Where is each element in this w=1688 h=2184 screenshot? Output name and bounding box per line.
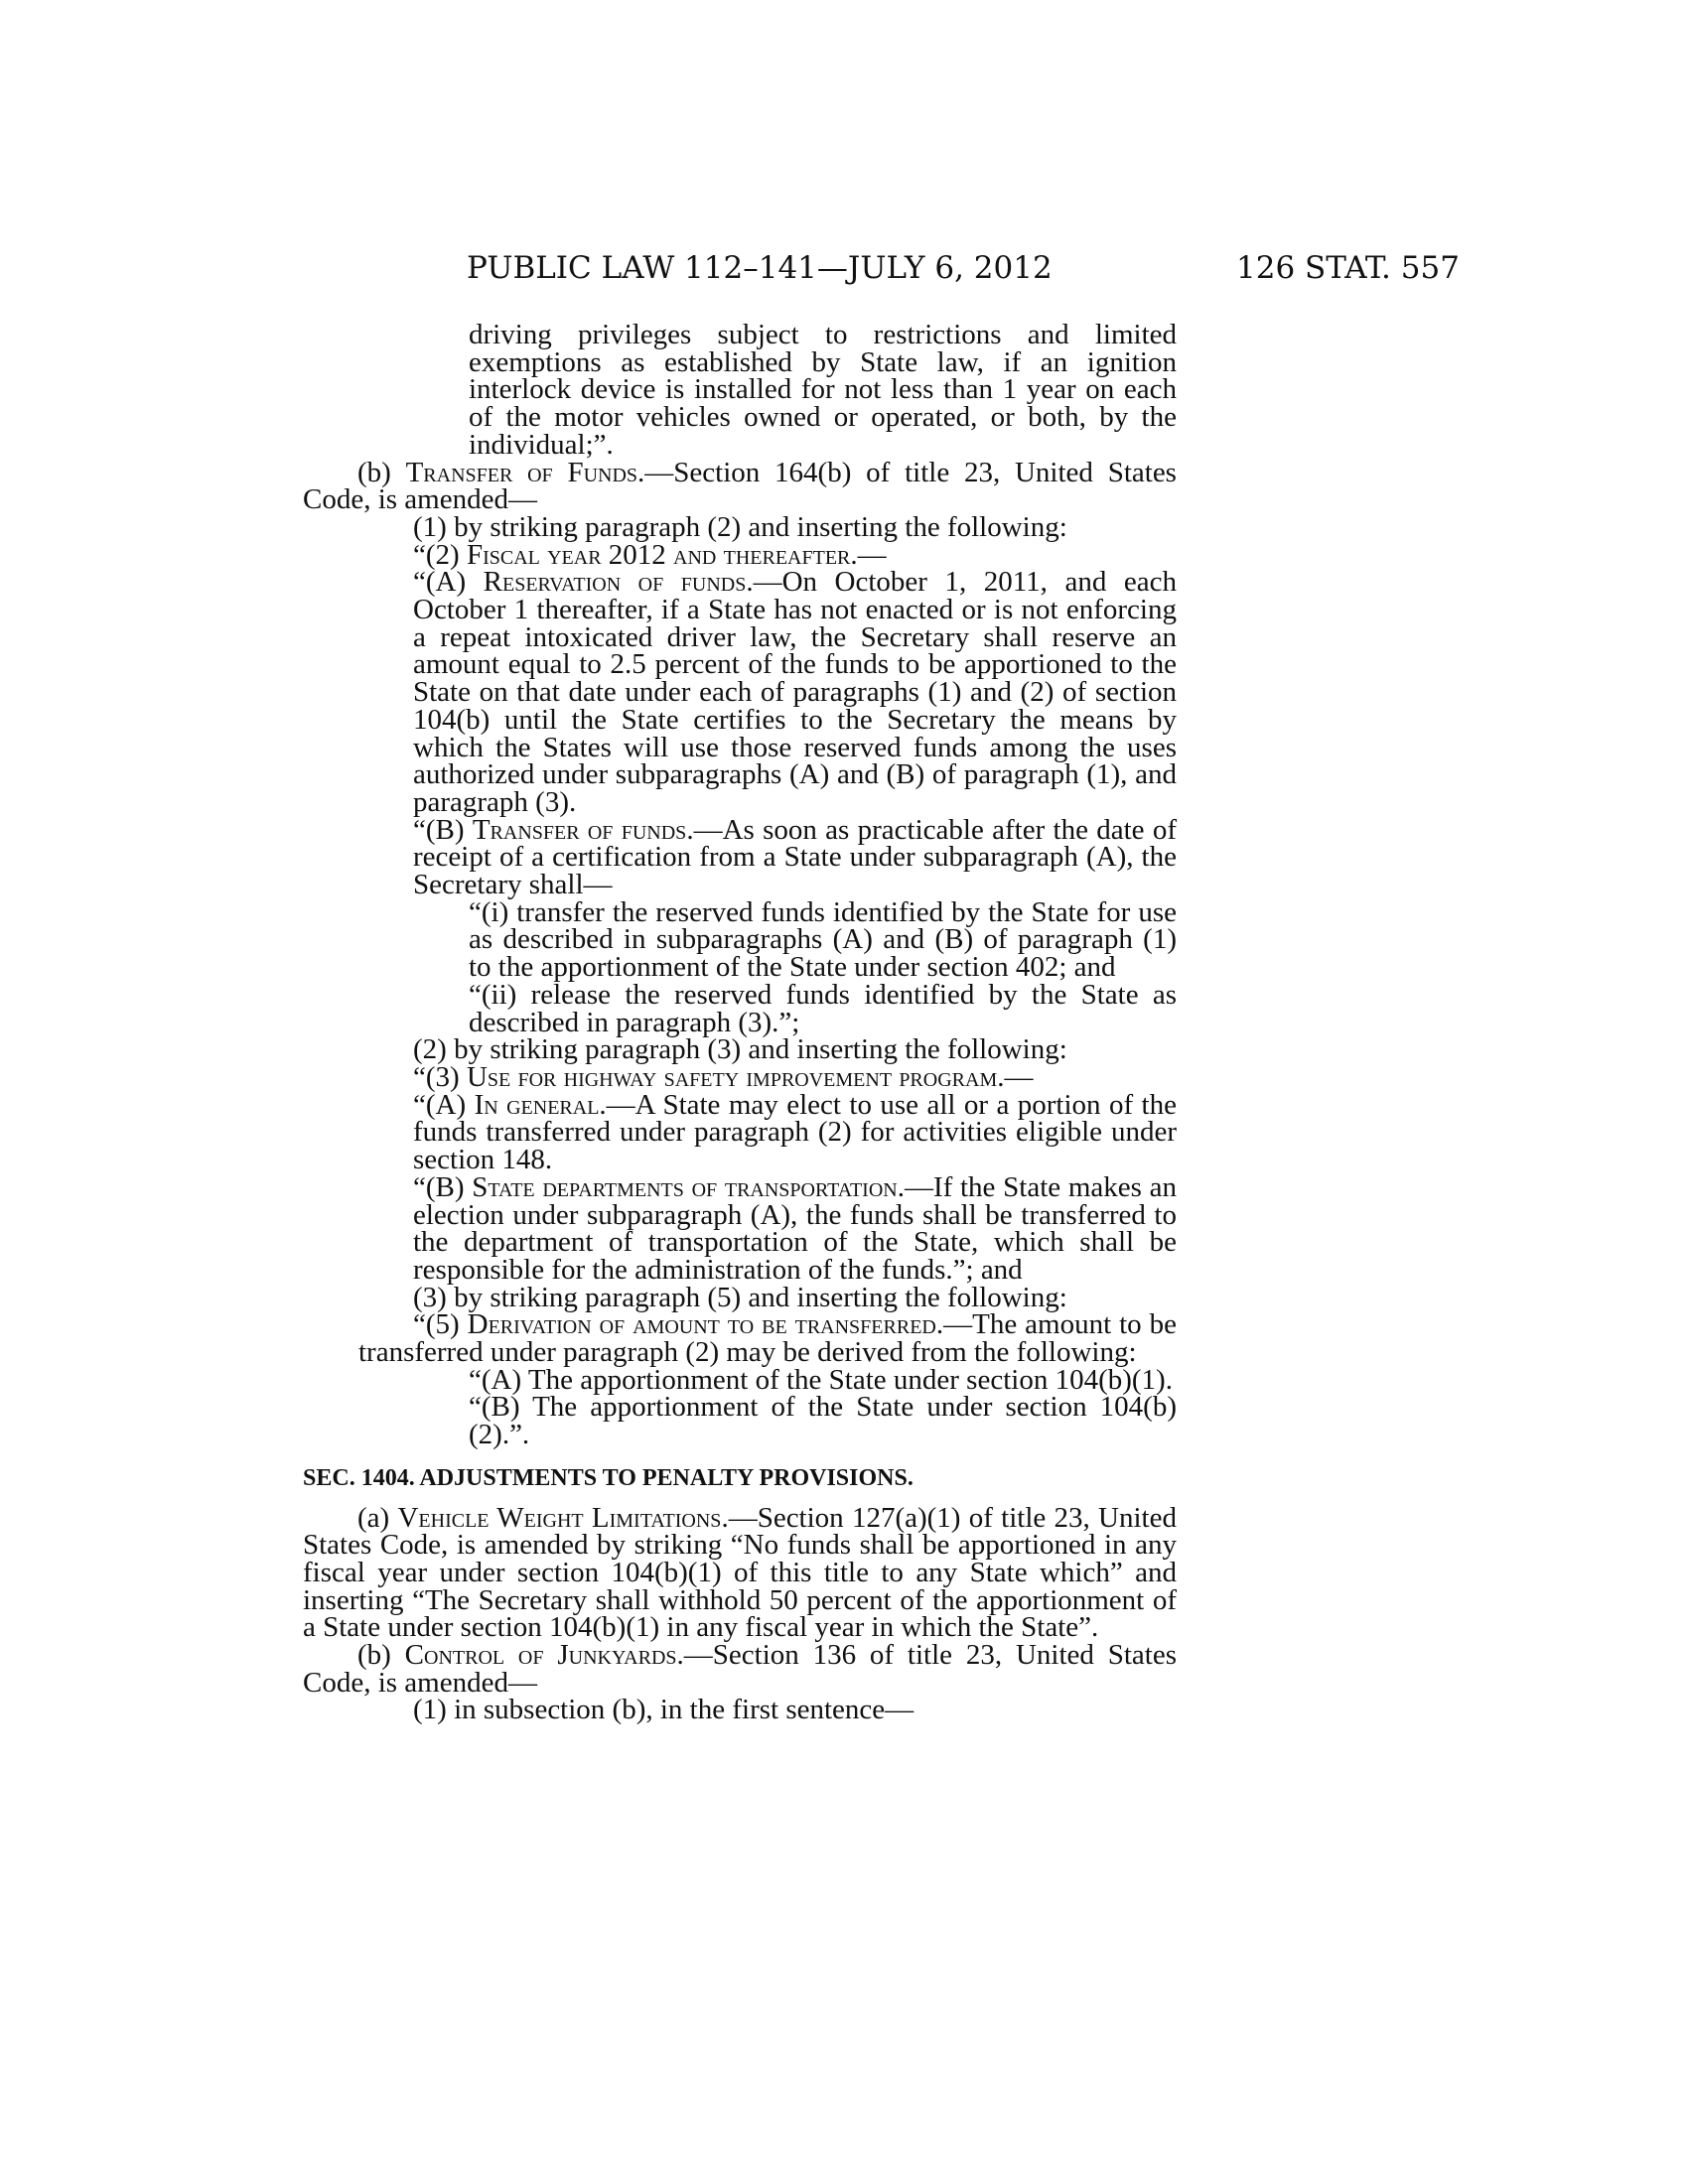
paragraph: (b) Transfer of Funds.—Section 164(b) of title 23, United States Code, is amended— (303, 456, 1177, 516)
paragraph: “(3) Use for highway safety improvement program.— (413, 1060, 1034, 1093)
paragraph: “(5) Derivation of amount to be transferred.—The amount to be transferred under paragraph (2) may be derived from the following: (358, 1308, 1177, 1369)
paragraph: (b) Control of Junkyards.—Section 136 of title 23, United States Code, is amended— (303, 1639, 1177, 1699)
paragraph: driving privileges subject to restrictions and limited exemptions as established by State law, if an ignition interlock device is installed for not less than 1 year on each of the motor vehicles owned or operated, or both, by the individual;”. (469, 319, 1177, 461)
paragraph: “(A) The apportionment of the State under section 104(b)(1). (469, 1363, 1173, 1396)
paragraph: “(2) Fiscal year 2012 and thereafter.— (413, 538, 887, 571)
running-header-stat: 126 STAT. 557 (1236, 250, 1460, 286)
paragraph: (a) Vehicle Weight Limitations.—Section 127(a)(1) of title 23, United States Code, is amended by striking “No funds shall be apportioned in any fiscal year under section 104(b)(1) of this title to any State which” and inserting “The Secretary shall withhold 50 percent of the apportionment of a State under section 104(b)(1) in any fiscal year in which the State”. (303, 1501, 1177, 1644)
paragraph: “(ii) release the reserved funds identified by the State as described in paragraph (3).”; (469, 978, 1177, 1038)
paragraph: (1) by striking paragraph (2) and inserting the following: (413, 510, 1067, 543)
paragraph: (3) by striking paragraph (5) and inserting the following: (413, 1281, 1067, 1313)
paragraph: (2) by striking paragraph (3) and inserting the following: (413, 1033, 1067, 1066)
document-body (303, 319, 1177, 1726)
paragraph: (1) in subsection (b), in the first sentence— (413, 1694, 914, 1726)
paragraph: “(A) Reservation of funds.—On October 1, 2011, and each October 1 thereafter, if a State has not enacted or is not enforcing a repeat intoxicated driver law, the Secretary shall reserve an amount equal to 2.5 percent of the funds to be apportioned to the State on that date under each of paragraphs (1) and (2) of section 104(b) until the State certifies to the Secretary the means by which the States will use those reserved funds among the uses authorized under subparagraphs (A) and (B) of paragraph (1), and paragraph (3). (413, 566, 1177, 818)
paragraph: “(i) transfer the reserved funds identified by the State for use as described in subparagraphs (A) and (B) of paragraph (1) to the apportionment of the State under section 402; and (469, 895, 1177, 984)
section-heading: SEC. 1404. ADJUSTMENTS TO PENALTY PROVISIONS. (303, 1464, 914, 1491)
running-header-title: PUBLIC LAW 112–141—JULY 6, 2012 (467, 250, 1053, 286)
paragraph: “(B) State departments of transportation.—If the State makes an election under subparagraph (A), the funds shall be transferred to the department of transportation of the State, which shall be responsible for the administration of the funds.”; and (413, 1170, 1177, 1286)
paragraph: “(A) In general.—A State may elect to use all or a portion of the funds transferred under paragraph (2) for activities eligible under section 148. (413, 1088, 1177, 1176)
paragraph: “(B) The apportionment of the State under section 104(b)(2).”. (469, 1391, 1177, 1451)
paragraph: “(B) Transfer of funds.—As soon as practicable after the date of receipt of a certification from a State under subparagraph (A), the Secretary shall— (413, 813, 1177, 901)
